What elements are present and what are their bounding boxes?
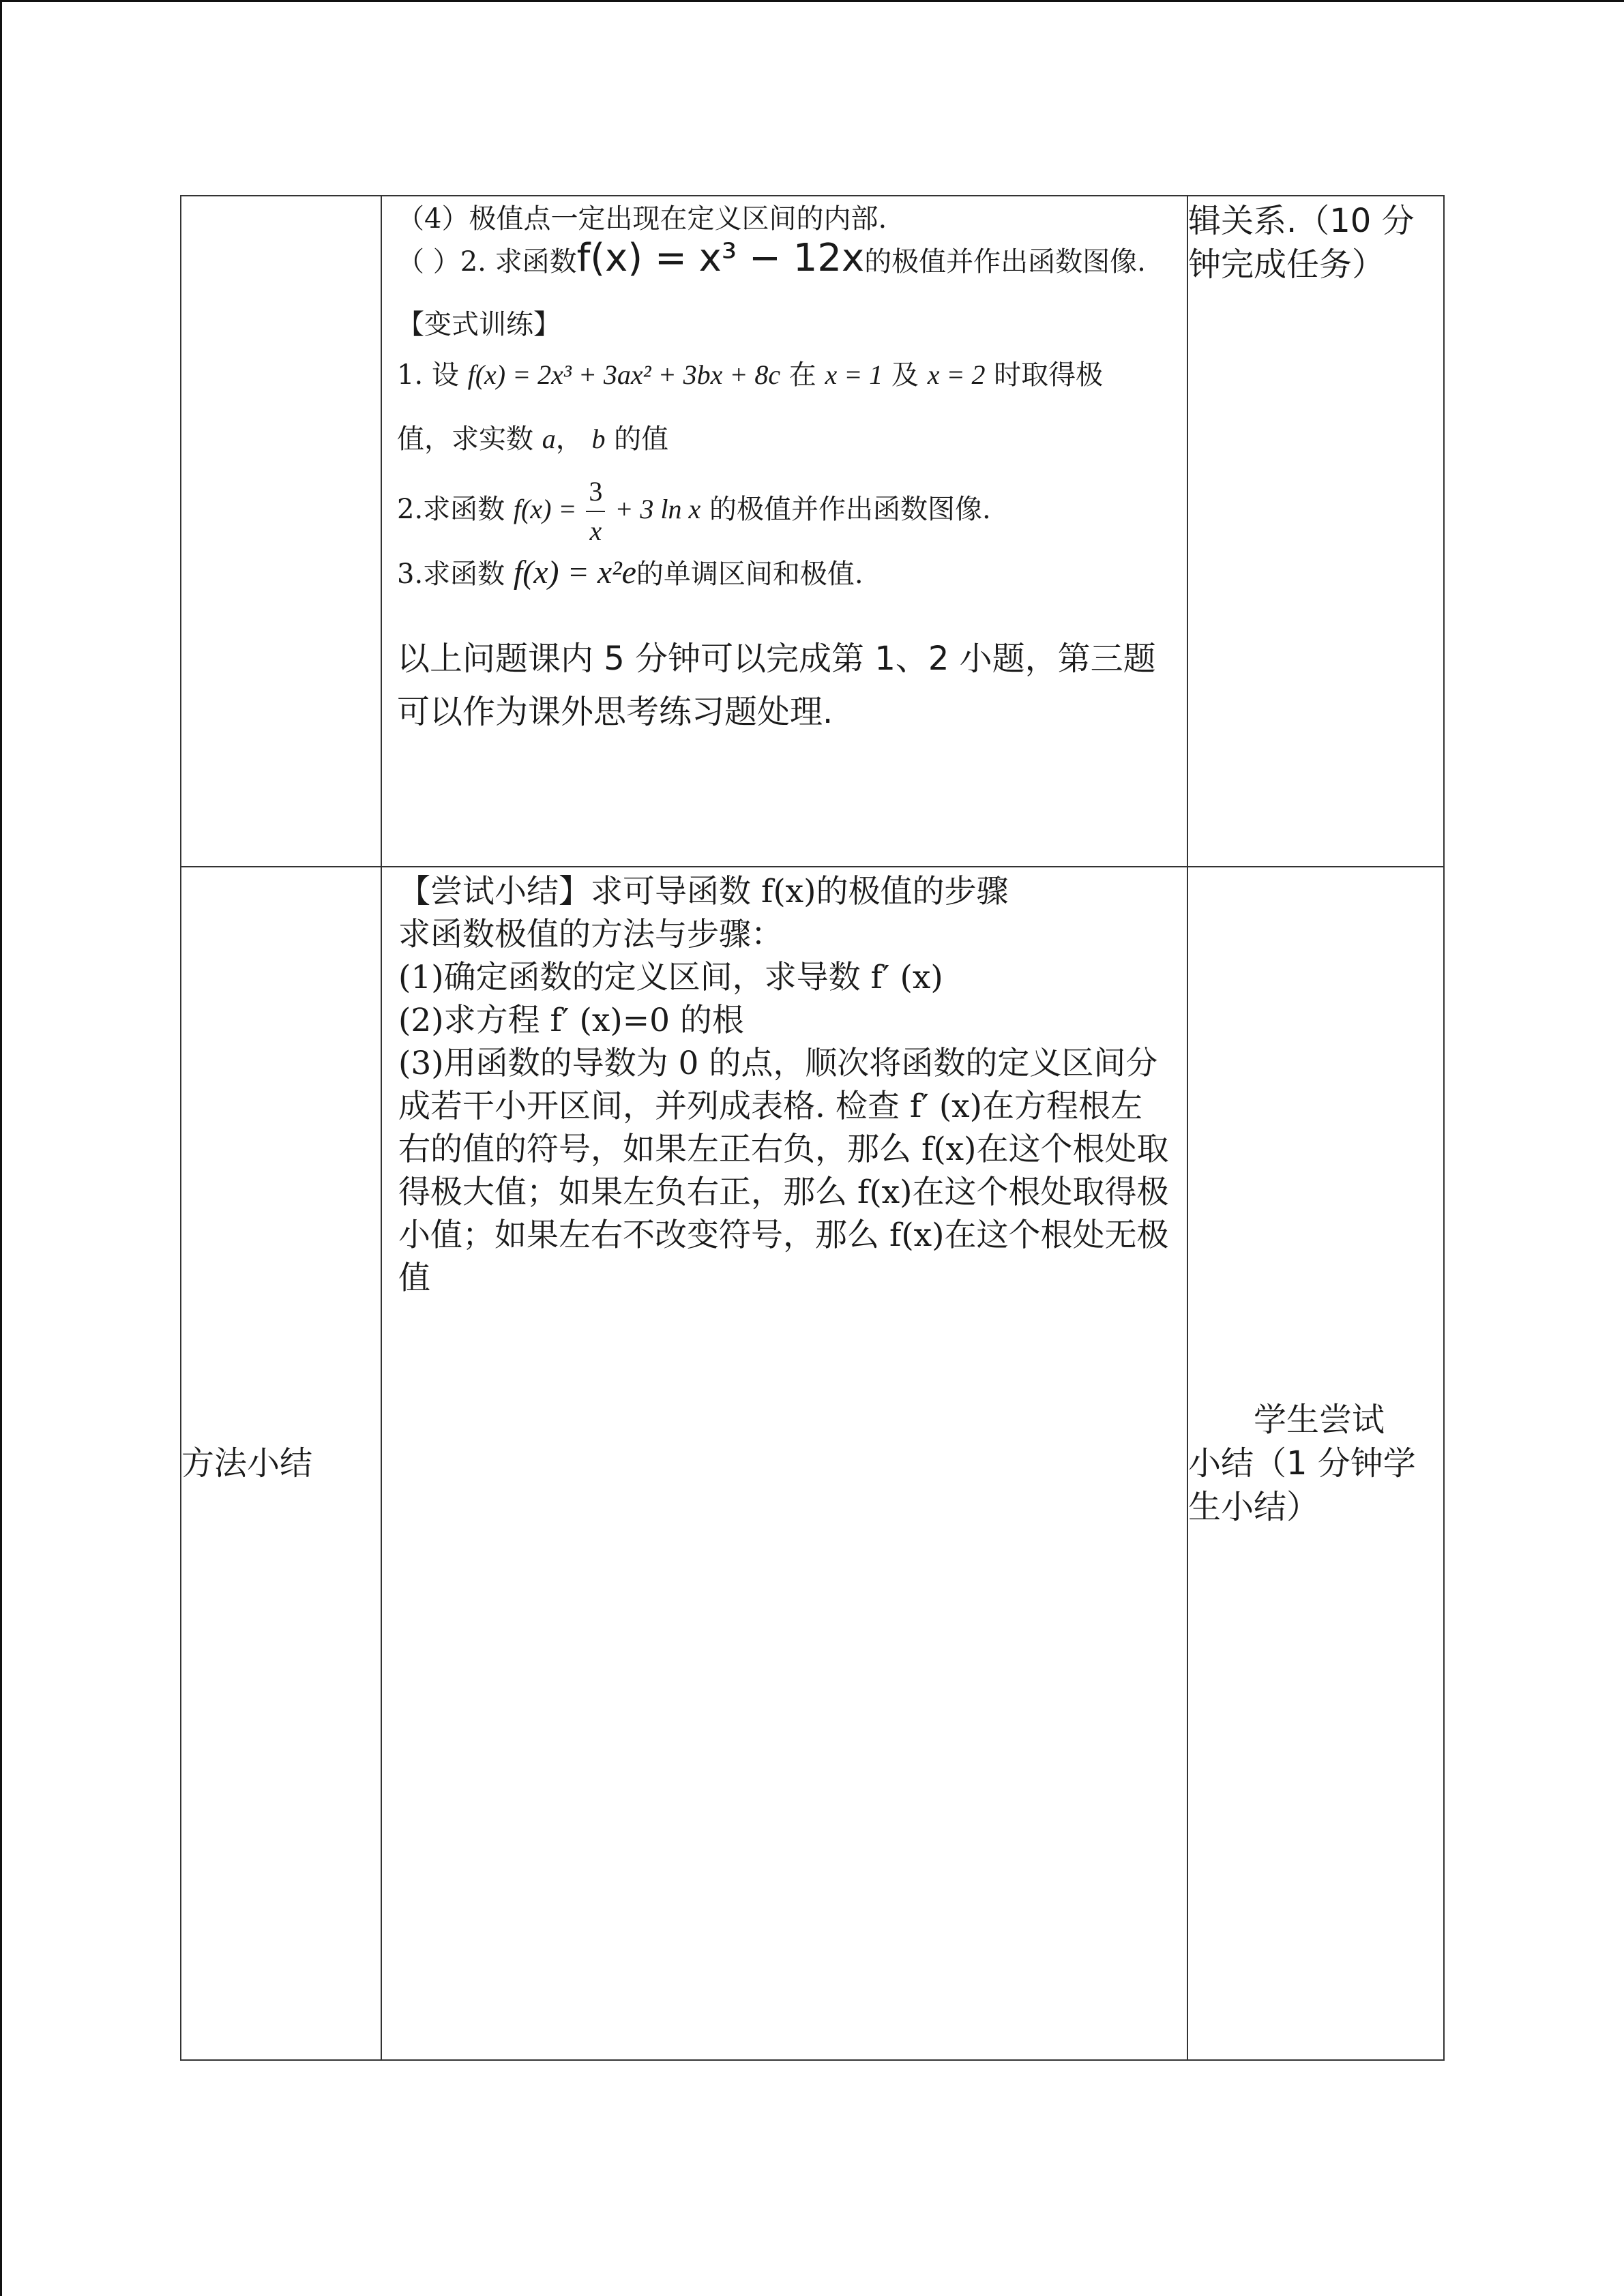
timing-note: 以上问题课内 5 分钟可以完成第 1、2 小题，第三题可以作为课外思考练习题处理. — [397, 640, 1156, 731]
row1-notes-cell — [1187, 196, 1444, 867]
row2-content-cell — [381, 867, 1187, 2060]
summary-subheading: 求函数极值的方法与步骤： — [398, 916, 783, 953]
row2-notes-cell — [1187, 867, 1444, 2060]
variant-q2-line: 2.求函数 f(x) = $\frac{3}{x}$ + 3 ln x 的极值并作出函数图像. — [397, 473, 1172, 550]
page-left-border — [0, 0, 2, 2296]
variant-q3-line: 3.求函数 f(x) = x²e的单调区间和极值. — [397, 554, 863, 591]
question-2-line: （ ）2. 求函数f(x) = x³ − 12x的极值并作出函数图像. — [397, 236, 1146, 280]
variant-q1-line1: 1. 设 f(x) = 2x³ + 3ax² + 3bx + 8c 在 x = 1 及 x = 2 时取得极 — [397, 359, 1104, 391]
table-row — [181, 867, 1444, 2060]
summary-step-1: (1)确定函数的定义区间，求导数 f′ (x) — [398, 959, 943, 996]
point-4-text: （4）极值点一定出现在定义区间的内部. — [397, 203, 887, 235]
row1-content-cell — [381, 196, 1187, 867]
page-top-border — [0, 0, 1624, 2]
summary-step-2: (2)求方程 f′ (x)=0 的根 — [398, 1002, 744, 1039]
row2-notes-text: 学生尝试 小结（1 分钟学生小结） — [1188, 1401, 1416, 1526]
row1-left-cell — [181, 196, 381, 867]
fraction-3-over-x: $\frac{3}{x}$ — [586, 473, 605, 550]
summary-step-3: (3)用函数的导数为 0 的点，顺次将函数的定义区间分成若干小开区间，并列成表格. 检查 f′ (x)在方程根左右的值的符号，如果左正右负，那么 f(x)在这个根处取得极大值；如果左负右正，那么 f(x)在这个根处取得极小值；如果左右不改变符号，那么 f(x)在这个根处无极值 — [398, 1045, 1169, 1297]
table-row — [181, 196, 1444, 867]
variant-q1-line2: 值，求实数 a， b 的值 — [397, 423, 669, 455]
row1-notes-text: 辑关系.（10 分钟完成任务） — [1188, 202, 1415, 284]
method-summary-label: 方法小结 — [181, 867, 381, 2060]
summary-heading: 【尝试小结】求可导函数 f(x)的极值的步骤 — [398, 873, 1009, 910]
variant-training-heading: 【变式训练】 — [397, 309, 561, 340]
cubic-function-formula: f(x) = x³ − 12x — [576, 236, 865, 280]
lesson-plan-table — [180, 195, 1445, 2061]
